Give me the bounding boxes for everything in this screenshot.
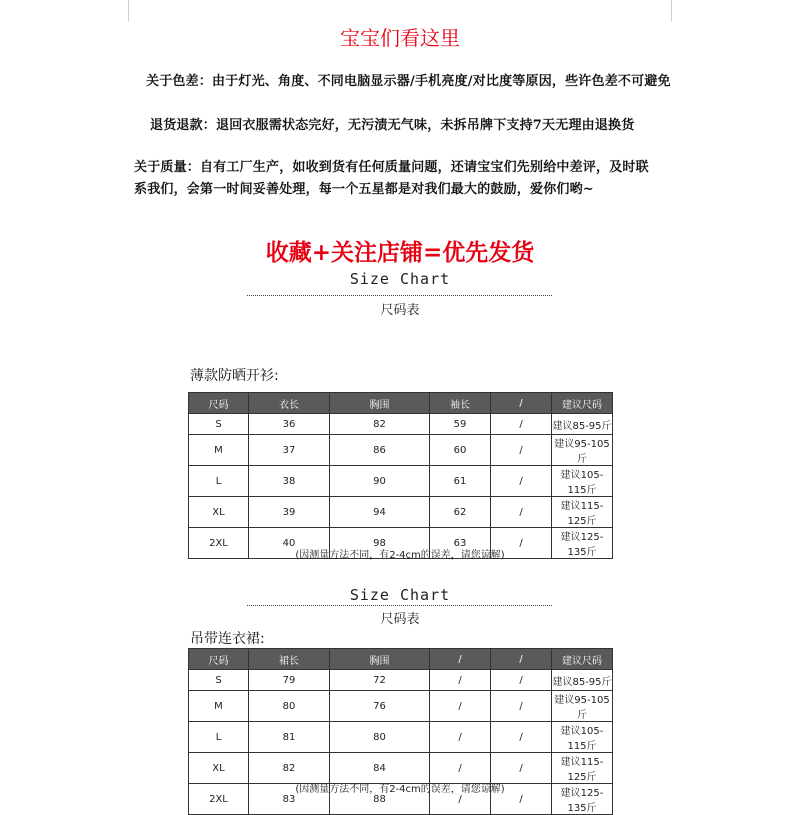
table-cell: / (430, 784, 491, 815)
table-cell: 86 (330, 435, 430, 466)
table-header-row (189, 649, 613, 670)
table-row (189, 691, 613, 722)
table-cell: S (189, 670, 249, 691)
table-cell: / (430, 670, 491, 691)
table-cell: 63 (430, 528, 491, 559)
right-edge-line (671, 0, 672, 22)
promo-banner: 收藏+关注店铺=优先发货 (265, 239, 535, 266)
header-cell: 胸围 (330, 649, 430, 670)
table-cell: 81 (249, 722, 330, 753)
size-chart-subtitle-1: 尺码表 (380, 303, 420, 318)
table-cell: 建议115-125斤 (552, 753, 613, 784)
size-chart-divider-1 (247, 295, 552, 296)
table-cell: M (189, 435, 249, 466)
table-cell: M (189, 691, 249, 722)
table-row (189, 753, 613, 784)
table-row (189, 670, 613, 691)
table-row (189, 722, 613, 753)
header-cell: 建议尺码 (552, 649, 613, 670)
table-cell: / (491, 435, 552, 466)
table-cell: 83 (249, 784, 330, 815)
left-edge-line (128, 0, 129, 22)
header-cell: / (430, 649, 491, 670)
table-cell: 84 (330, 753, 430, 784)
table-title-1: 薄款防晒开衫: (190, 368, 279, 384)
table-cell: 88 (330, 784, 430, 815)
table-cell: 2XL (189, 528, 249, 559)
table-cell: 98 (330, 528, 430, 559)
header-cell: 裙长 (249, 649, 330, 670)
table-cell: 80 (330, 722, 430, 753)
header-cell: 尺码 (189, 393, 249, 414)
table-cell: 60 (430, 435, 491, 466)
table-cell: 59 (430, 414, 491, 435)
table-cell: / (430, 722, 491, 753)
header-cell: 袖长 (430, 393, 491, 414)
size-chart-divider-2 (247, 605, 552, 606)
table-cell: 61 (430, 466, 491, 497)
table-row (189, 414, 613, 435)
quality-notice-line1: 关于质量：自有工厂生产，如收到货有任何质量问题，还请宝宝们先别给中差评，及时联 (134, 160, 649, 175)
table-cell: / (430, 691, 491, 722)
table-row (189, 435, 613, 466)
table-cell: 82 (249, 753, 330, 784)
table-header-row (189, 393, 613, 414)
table-cell: 76 (330, 691, 430, 722)
table-cell: 建议85-95斤 (552, 414, 613, 435)
header-cell: 建议尺码 (552, 393, 613, 414)
table-cell: / (491, 414, 552, 435)
size-chart-subtitle-2: 尺码表 (380, 612, 420, 627)
color-difference-notice: 关于色差：由于灯光、角度、不同电脑显示器/手机亮度/对比度等原因，些许色差不可避免 (146, 74, 671, 89)
table-title-2: 吊带连衣裙: (190, 631, 265, 647)
table-cell: 79 (249, 670, 330, 691)
table-cell: 37 (249, 435, 330, 466)
table-cell: XL (189, 497, 249, 528)
returns-notice: 退货退款：退回衣服需状态完好，无污渍无气味，未拆吊牌下支持7天无理由退换货 (150, 118, 635, 133)
table-row (189, 497, 613, 528)
table-cell: 36 (249, 414, 330, 435)
table-cell: 40 (249, 528, 330, 559)
header-cell: 衣长 (249, 393, 330, 414)
quality-notice-line2: 系我们，会第一时间妥善处理，每一个五星都是对我们最大的鼓励，爱你们哟~ (134, 182, 594, 197)
table-cell: L (189, 466, 249, 497)
header-cell: 尺码 (189, 649, 249, 670)
table-cell: 建议95-105斤 (552, 691, 613, 722)
table-cell: 建议125-135斤 (552, 528, 613, 559)
table-cell: 2XL (189, 784, 249, 815)
table-cell: XL (189, 753, 249, 784)
table-row (189, 466, 613, 497)
table-cell: / (491, 691, 552, 722)
table-cell: S (189, 414, 249, 435)
table-cell: 建议115-125斤 (552, 497, 613, 528)
table-cell: / (491, 670, 552, 691)
table-cell: 72 (330, 670, 430, 691)
table-cell: 38 (249, 466, 330, 497)
measurement-note-1: (因测量方法不同，有2-4cm的误差，请您谅解) (295, 550, 505, 561)
table-cell: / (491, 753, 552, 784)
size-chart-heading-1: Size Chart (349, 270, 451, 288)
header-cell: / (491, 649, 552, 670)
header-cell: / (491, 393, 552, 414)
table-cell: L (189, 722, 249, 753)
table-cell: 建议95-105斤 (552, 435, 613, 466)
header-cell: 胸围 (330, 393, 430, 414)
table-cell: / (491, 497, 552, 528)
table-cell: 62 (430, 497, 491, 528)
table-cell: / (491, 528, 552, 559)
table-cell: / (491, 784, 552, 815)
table-cell: / (430, 753, 491, 784)
page-heading: 宝宝们看这里 (340, 26, 460, 50)
table-cell: 80 (249, 691, 330, 722)
table-cell: 39 (249, 497, 330, 528)
table-cell: / (491, 466, 552, 497)
table-cell: 建议105-115斤 (552, 722, 613, 753)
size-chart-heading-2: Size Chart (349, 586, 451, 604)
measurement-note-2: (因测量方法不同，有2-4cm的误差，请您谅解) (295, 784, 505, 795)
table-cell: 建议125-135斤 (552, 784, 613, 815)
table-cell: 建议105-115斤 (552, 466, 613, 497)
table-cell: 82 (330, 414, 430, 435)
table-cell: 94 (330, 497, 430, 528)
table-cell: 90 (330, 466, 430, 497)
table-cell: / (491, 722, 552, 753)
size-table-1 (188, 392, 613, 559)
table-cell: 建议85-95斤 (552, 670, 613, 691)
